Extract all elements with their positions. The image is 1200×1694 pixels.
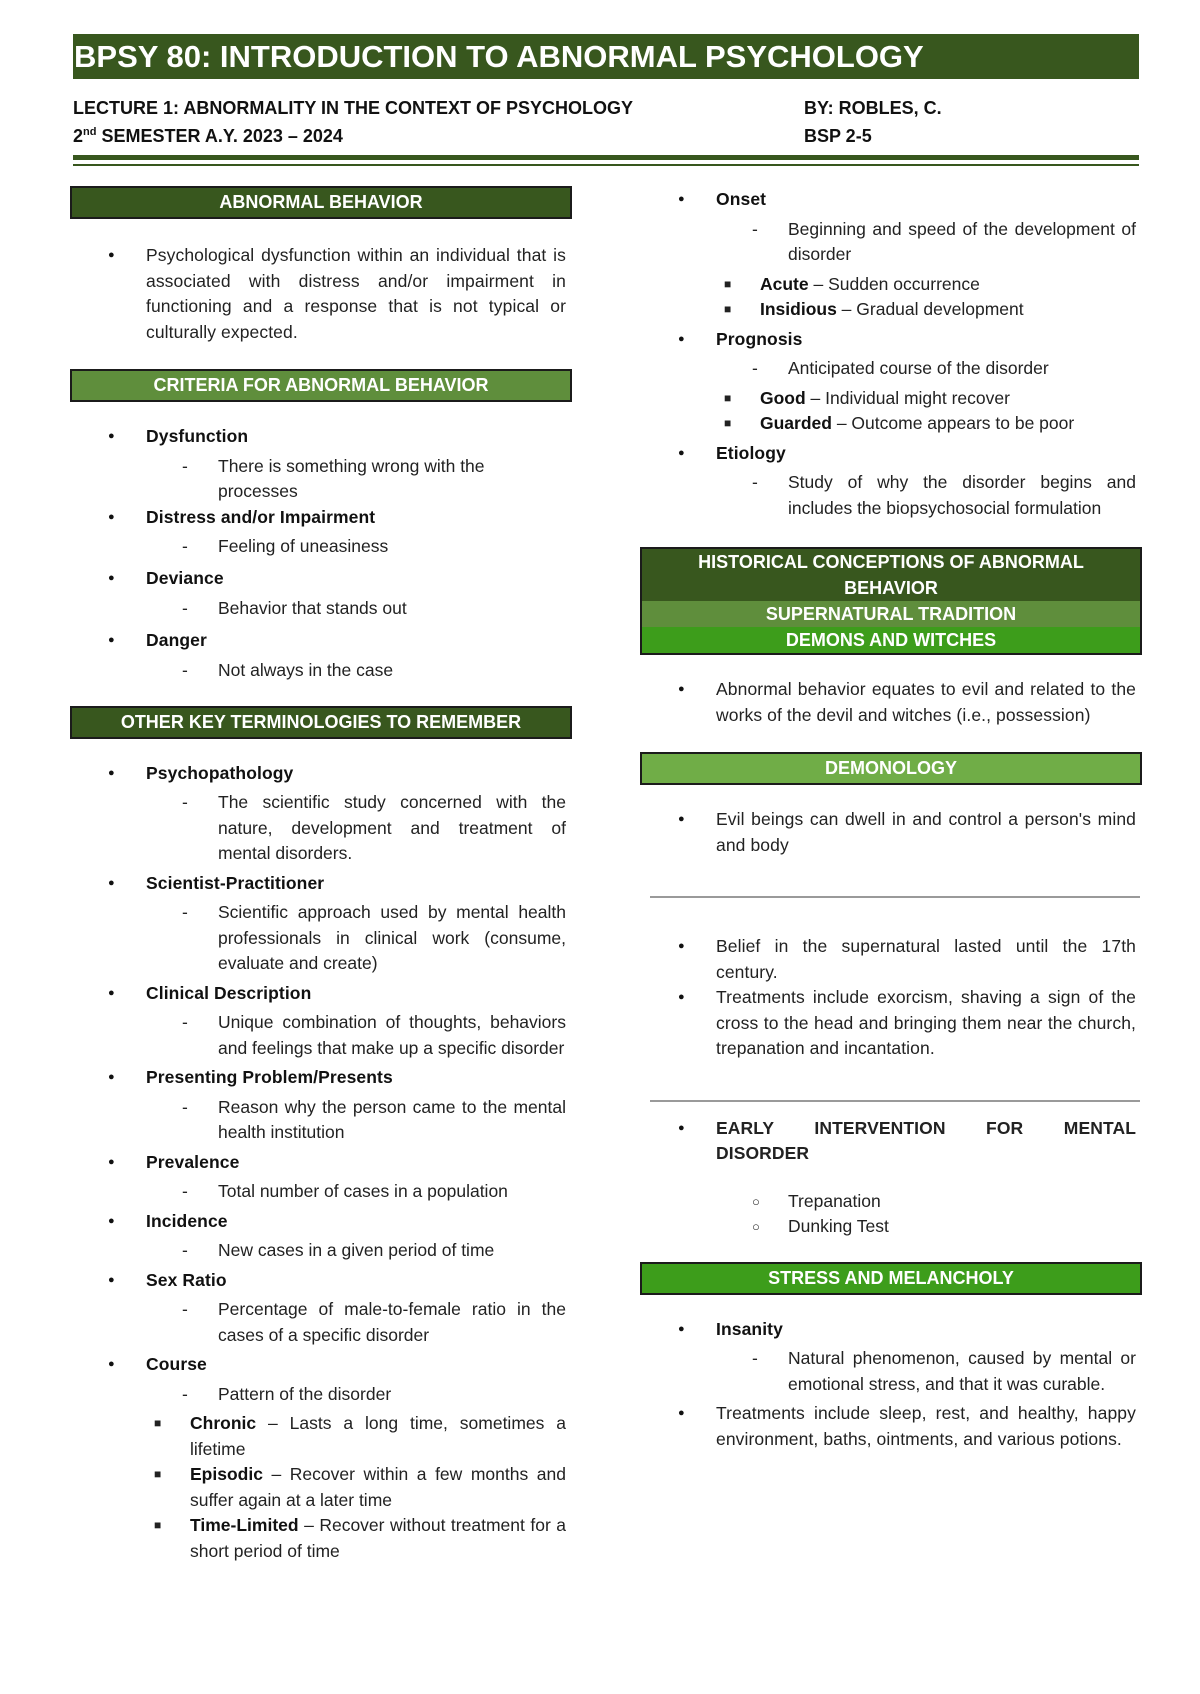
term-desc: - Scientific approach used by mental health professionals in clinical work (consume, evaluate and create) (70, 900, 570, 977)
course-title-banner: BPSY 80: INTRODUCTION TO ABNORMAL PSYCHOLOGY (73, 34, 1139, 79)
prognosis-item: ● Prognosis (640, 327, 1140, 353)
term-desc: - The scientific study concerned with the nature, development and treatment of mental disorders. (70, 790, 570, 867)
onset-item: ● Onset (640, 187, 1140, 213)
section-heading-historical (640, 547, 1142, 655)
early-intervention-item: ○ Trepanation (640, 1189, 1140, 1215)
etiology-item: ● Etiology (640, 441, 1140, 467)
historical-heading: HISTORICAL CONCEPTIONS OF ABNORMAL BEHAVIOR (642, 549, 1140, 601)
demons-desc: ● Abnormal behavior equates to evil and related to the works of the devil and witches (i.e., possession) (640, 677, 1140, 728)
term-item: ● Sex Ratio (70, 1268, 570, 1294)
demonology-list (640, 807, 1140, 858)
treatments-item: ● Treatments include sleep, rest, and healthy, happy environment, baths, ointments, and various potions. (640, 1401, 1140, 1452)
term-desc: - Reason why the person came to the mental health institution (70, 1095, 570, 1146)
belief-item: ● Belief in the supernatural lasted until the 17th century. (640, 934, 1140, 985)
term-item: ● Presenting Problem/Presents (70, 1065, 570, 1091)
onset-sub-item: ■ Insidious – Gradual development (640, 297, 1140, 323)
criteria-item: ● Distress and/or Impairment (70, 505, 570, 531)
criteria-desc: - Not always in the case (70, 658, 570, 684)
belief-item: ● Treatments include exorcism, shaving a sign of the cross to the head and bringing them near the church, trepanation and incantation. (640, 985, 1140, 1062)
section-heading-abnormal-behavior: ABNORMAL BEHAVIOR (70, 186, 572, 219)
early-intervention-heading: ● EARLY INTERVENTION FOR MENTAL DISORDER (640, 1116, 1140, 1167)
criteria-item: ● Dysfunction (70, 424, 570, 450)
term-item: ● Incidence (70, 1209, 570, 1235)
criteria-item: ● Danger (70, 628, 570, 654)
section-heading-criteria: CRITERIA FOR ABNORMAL BEHAVIOR (70, 369, 572, 402)
belief-list (640, 934, 1140, 1062)
stress-list (640, 1317, 1140, 1453)
section-label: BSP 2-5 (804, 126, 872, 146)
term-item: ● Prevalence (70, 1150, 570, 1176)
term-desc: - Pattern of the disorder (70, 1382, 570, 1408)
term-desc: - New cases in a given period of time (70, 1238, 570, 1264)
term-item: ● Clinical Description (70, 981, 570, 1007)
course-sub-item: ■ Chronic – Lasts a long time, sometimes a lifetime (70, 1411, 570, 1462)
prognosis-sub-item: ■ Guarded – Outcome appears to be poor (640, 411, 1140, 437)
prognosis-sub-item: ■ Good – Individual might recover (640, 386, 1140, 412)
criteria-desc: - Feeling of uneasiness (70, 534, 570, 560)
insanity-desc: - Natural phenomenon, caused by mental or emotional stress, and that it was curable. (640, 1346, 1140, 1397)
etiology-desc: - Study of why the disorder begins and includes the biopsychosocial formulation (640, 470, 1140, 521)
term-desc: - Percentage of male-to-female ratio in the cases of a specific disorder (70, 1297, 570, 1348)
onset-desc: - Beginning and speed of the development of disorder (640, 217, 1140, 268)
section-heading-demonology: DEMONOLOGY (640, 752, 1142, 785)
terminologies-list (70, 761, 570, 1565)
early-intervention-list (640, 1116, 1140, 1240)
author-label: BY: ROBLES, C. (804, 98, 942, 118)
semester-label: 2nd SEMESTER A.Y. 2023 – 2024 (73, 126, 343, 146)
right-column (640, 187, 1140, 1452)
section-heading-terminologies: OTHER KEY TERMINOLOGIES TO REMEMBER (70, 706, 572, 739)
criteria-desc: - There is something wrong with the processes (70, 454, 570, 505)
left-column (70, 186, 570, 1564)
course-sub-item: ■ Episodic – Recover within a few months and suffer again at a later time (70, 1462, 570, 1513)
lecture-title: LECTURE 1: ABNORMALITY IN THE CONTEXT OF PSYCHOLOGY (73, 98, 634, 118)
term-item: ● Course (70, 1352, 570, 1378)
criteria-list (70, 424, 570, 684)
section-heading-stress: STRESS AND MELANCHOLY (640, 1262, 1142, 1295)
prognosis-desc: - Anticipated course of the disorder (640, 356, 1140, 382)
abnormal-behavior-list (70, 243, 570, 345)
term-item: ● Psychopathology (70, 761, 570, 787)
early-intervention-item: ○ Dunking Test (640, 1214, 1140, 1240)
abnormal-behavior-definition: ● Psychological dysfunction within an individual that is associated with distress and/or impairment in functioning and a response that is not typical or culturally expected. (70, 243, 570, 345)
section-divider (650, 896, 1140, 898)
header-rule-thin (73, 164, 1139, 166)
criteria-item: ● Deviance (70, 566, 570, 592)
supernatural-heading: SUPERNATURAL TRADITION (642, 601, 1140, 627)
term-item: ● Scientist-Practitioner (70, 871, 570, 897)
demonology-desc: ● Evil beings can dwell in and control a person's mind and body (640, 807, 1140, 858)
term-desc: - Total number of cases in a population (70, 1179, 570, 1205)
header-rule-thick (73, 155, 1139, 160)
criteria-desc: - Behavior that stands out (70, 596, 570, 622)
term-desc: - Unique combination of thoughts, behaviors and feelings that make up a specific disorder (70, 1010, 570, 1061)
section-divider (650, 1100, 1140, 1102)
insanity-item: ● Insanity (640, 1317, 1140, 1343)
demons-witches-heading: DEMONS AND WITCHES (642, 627, 1140, 653)
onset-sub-item: ■ Acute – Sudden occurrence (640, 272, 1140, 298)
onset-list (640, 187, 1140, 521)
demons-list (640, 677, 1140, 728)
course-sub-item: ■ Time-Limited – Recover without treatment for a short period of time (70, 1513, 570, 1564)
